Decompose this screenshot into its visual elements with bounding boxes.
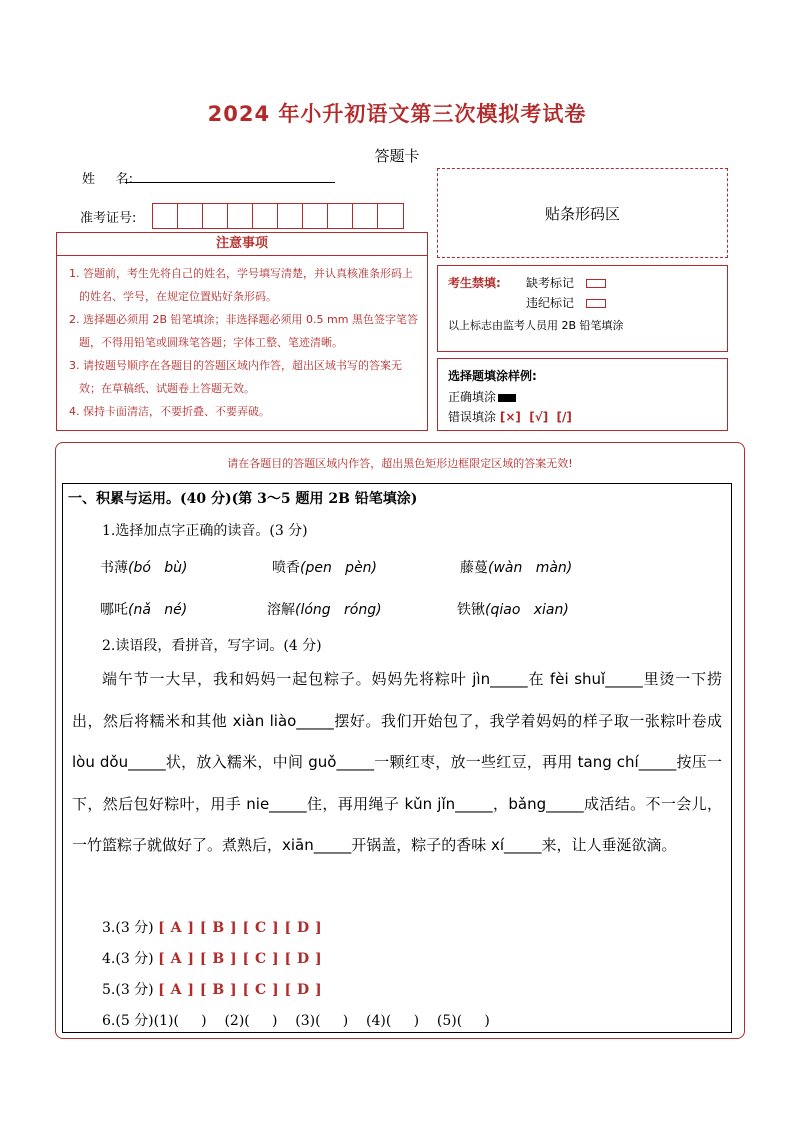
filled-mark-icon bbox=[498, 394, 516, 402]
question-1: 1.选择加点字正确的读音。(3 分) bbox=[102, 523, 308, 539]
forbid-box bbox=[437, 265, 728, 352]
q1-item bbox=[100, 599, 187, 619]
q1-pinyin: (nǎ né) bbox=[128, 602, 188, 618]
correct-label: 正确填涂 bbox=[448, 390, 497, 404]
page-title: 2024 年小升初语文第三次模拟考试卷 bbox=[207, 102, 587, 126]
q1-word: 溶解 bbox=[267, 602, 295, 618]
notice-item: 3. 请按题号顺序在各题目的答题区域内作答，超出区域书写的答案无效；在草稿纸、试题卷上答题无效。 bbox=[69, 359, 402, 395]
choice-question-5: 5.(3 分) [ A ] [ B ] [ C ] [ D ] bbox=[102, 982, 323, 998]
q1-item bbox=[457, 599, 569, 619]
notice-box bbox=[56, 232, 428, 431]
choice-options[interactable]: [ A ] [ B ] [ C ] [ D ] bbox=[158, 982, 323, 998]
name-label: 姓 名: bbox=[82, 172, 134, 187]
barcode-area bbox=[437, 168, 728, 258]
q1-pinyin: (qiao xian) bbox=[485, 602, 569, 618]
absent-label: 缺考标记 bbox=[526, 276, 575, 290]
sample-box bbox=[437, 358, 728, 431]
question-2: 2.读语段，看拼音，写字词。(4 分) bbox=[102, 638, 322, 654]
q1-pinyin: (pen pèn) bbox=[300, 560, 378, 576]
absent-mark[interactable] bbox=[586, 279, 606, 288]
q1-pinyin: (lóng róng) bbox=[295, 602, 382, 618]
name-field[interactable] bbox=[125, 182, 335, 183]
notice-item: 4. 保持卡面清洁，不要折叠、不要弄破。 bbox=[69, 405, 270, 418]
choice-options[interactable]: [ A ] [ B ] [ C ] [ D ] bbox=[158, 951, 323, 967]
notice-title: 注意事项 bbox=[57, 233, 427, 256]
choice-options[interactable]: [ A ] [ B ] [ C ] [ D ] bbox=[158, 920, 323, 936]
q1-pinyin: (wàn màn) bbox=[488, 560, 573, 576]
id-digit-box[interactable] bbox=[378, 204, 403, 228]
barcode-label: 贴条形码区 bbox=[544, 204, 620, 223]
id-label: 准考证号: bbox=[80, 211, 137, 226]
id-digit-box[interactable] bbox=[328, 204, 353, 228]
id-digit-box[interactable] bbox=[203, 204, 228, 228]
q1-word: 喷香 bbox=[272, 560, 300, 576]
id-digit-box[interactable] bbox=[303, 204, 328, 228]
q1-item bbox=[272, 557, 377, 577]
id-digit-box[interactable] bbox=[228, 204, 253, 228]
forbid-note: 以上标志由监考人员用 2B 铅笔填涂 bbox=[448, 319, 624, 332]
q1-item bbox=[460, 557, 572, 577]
sample-title: 选择题填涂样例: bbox=[448, 369, 537, 383]
q1-item bbox=[267, 599, 382, 619]
q1-word: 书薄 bbox=[100, 560, 128, 576]
q1-item bbox=[100, 557, 188, 577]
section-heading: 一、积累与运用。(40 分)(第 3～5 题用 2B 铅笔填涂) bbox=[68, 491, 418, 507]
violation-label: 违纪标记 bbox=[526, 296, 575, 310]
question-6[interactable]: 6.(5 分)(1)( ) (2)( ) (3)( ) (4)( ) (5)( ) bbox=[102, 1013, 490, 1029]
wrong-marks: [×] [√] [/] bbox=[499, 410, 572, 424]
answer-area-warning: 请在各题目的答题区域内作答，超出黑色矩形边框限定区域的答案无效! bbox=[227, 457, 573, 470]
id-digit-box[interactable] bbox=[253, 204, 278, 228]
id-number-boxes[interactable] bbox=[152, 203, 404, 229]
notice-item: 1. 答题前，考生先将自己的姓名，学号填写清楚，并认真核准条形码上的姓名、学号，在规定位置贴好条形码。 bbox=[69, 267, 413, 303]
q1-word: 藤蔓 bbox=[460, 560, 488, 576]
choice-question-3: 3.(3 分) [ A ] [ B ] [ C ] [ D ] bbox=[102, 920, 323, 936]
q1-word: 哪吒 bbox=[100, 602, 128, 618]
notice-item: 2. 选择题必须用 2B 铅笔填涂；非选择题必须用 0.5 mm 黑色签字笔答题，不得用铅笔或圆珠笔答题；字体工整、笔迹清晰。 bbox=[69, 313, 418, 349]
id-digit-box[interactable] bbox=[278, 204, 303, 228]
question-2-paragraph[interactable]: 端午节一大早，我和妈妈一起包粽子。妈妈先将粽叶 jìn_____在 fèi shuǐ_____里烫一下捞出，然后将糯米和其他 xiàn liào_____摆好。我们开始包了，我学着妈妈的样子取一张粽叶卷成 lòu dǒu_____状，放入糯米，中间 guǒ_____一颗红枣，放一些红豆，再用 tang chí_____按压一下，然后包好粽叶，用手 nie_____住，再用绳子 kǔn jǐn_____，bǎng_____成活结。不一会儿，一竹篮粽子就做好了。煮熟后，xiān_____开锅盖，粽子的香味 xí_____来，让人垂涎欲滴。 bbox=[72, 670, 722, 854]
id-digit-box[interactable] bbox=[178, 204, 203, 228]
id-digit-box[interactable] bbox=[153, 204, 178, 228]
choice-question-4: 4.(3 分) [ A ] [ B ] [ C ] [ D ] bbox=[102, 951, 323, 967]
q1-pinyin: (bó bù) bbox=[128, 560, 188, 576]
page-subtitle: 答题卡 bbox=[374, 147, 420, 165]
violation-mark[interactable] bbox=[586, 299, 606, 308]
wrong-label: 错误填涂 bbox=[448, 410, 497, 424]
q1-word: 铁锹 bbox=[457, 602, 485, 618]
forbid-label: 考生禁填: bbox=[448, 276, 501, 290]
id-digit-box[interactable] bbox=[353, 204, 378, 228]
